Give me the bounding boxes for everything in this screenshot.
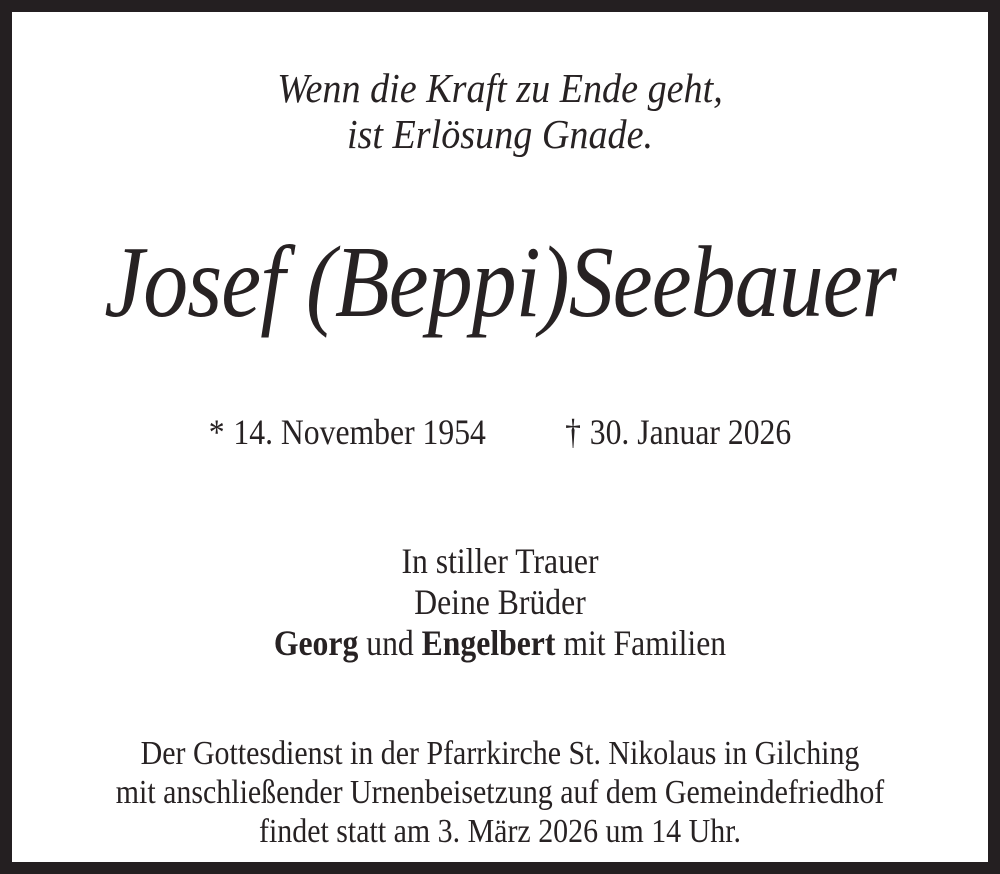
birth-date-text: 14. November 1954 <box>233 412 486 453</box>
death-date <box>565 411 791 453</box>
service-line-3: findet statt am 3. März 2026 um 14 Uhr. <box>259 813 741 851</box>
birth-star-symbol: * <box>208 412 225 453</box>
mourning-line-1: In stiller Trauer <box>401 541 599 582</box>
epigraph-line-1: Wenn die Kraft zu Ende geht, <box>277 65 723 111</box>
dates-row <box>71 411 930 453</box>
mourning-suffix: mit Familien <box>555 623 727 664</box>
epigraph-line-2: ist Erlösung Gnade. <box>346 111 654 157</box>
birth-date <box>209 411 486 453</box>
mourning-block <box>71 541 930 664</box>
mourner-name-1: Georg <box>273 623 359 664</box>
service-line-1: Der Gottesdienst in der Pfarrkirche St. Nikolaus in Gilching <box>140 735 860 773</box>
mourning-line-2: Deine Brüder <box>414 582 586 623</box>
mourning-connector: und <box>358 623 422 664</box>
service-announcement <box>71 734 930 851</box>
mourning-line-3 <box>71 623 930 664</box>
service-line-2: mit anschließender Urnenbeisetzung auf dem Gemeindefriedhof <box>115 774 885 812</box>
death-date-text: 30. Januar 2026 <box>589 412 792 453</box>
epigraph <box>46 65 954 157</box>
mourner-name-2: Engelbert <box>421 623 556 664</box>
deceased-name: Josef (Beppi)Seebauer <box>104 226 896 339</box>
death-cross-symbol: † <box>565 412 581 453</box>
